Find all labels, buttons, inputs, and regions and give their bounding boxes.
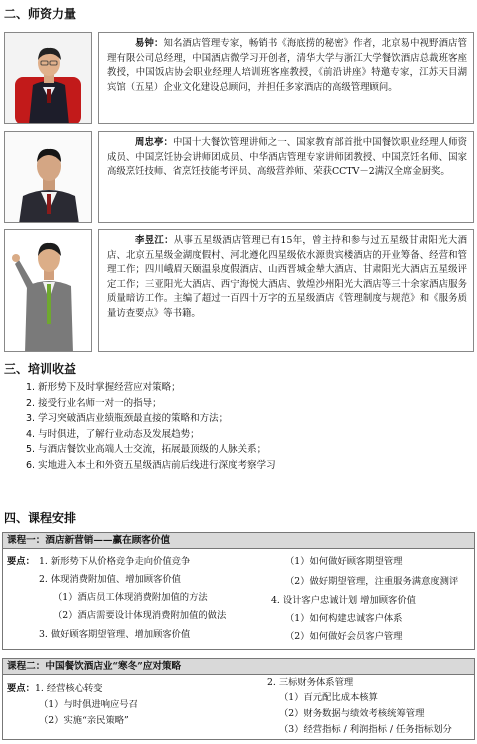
course1-right-line: （1）如何构建忠诚客户体系 xyxy=(285,613,403,624)
teacher-text-2: 中国十大餐饮管理讲师之一、国家教育部首批中国餐饮职业经理人师资成员、中国烹饪协会讲师团成员、中华酒店管理专家讲师团教授、中国烹饪名师、国家高级烹饪技师、省烹饪技能考评员、高级营养师、荣获CCTV－2满汉全席金厨奖。 xyxy=(107,137,467,178)
course1-right-line: （2）如何做好会员客户管理 xyxy=(285,631,403,642)
course2-right-line: （3）经营指标 / 利润指标 / 任务指标划分 xyxy=(279,724,452,735)
course1-right-line: 4. 设计客户忠诚计划 增加顾客价值 xyxy=(271,595,416,606)
teacher-name-3: 李昱江： xyxy=(135,235,174,246)
benefit-item: 2. 接受行业名师一对一的指导； xyxy=(26,397,162,409)
benefit-item: 3. 学习突破酒店业绩瓶颈最直接的策略和方法； xyxy=(26,413,229,425)
benefits-list xyxy=(26,381,466,475)
teacher-name-1: 易钟： xyxy=(135,38,164,49)
course1-left-line: 1. 新形势下从价格竞争走向价值竞争 xyxy=(39,556,191,567)
teacher-row-3 xyxy=(4,229,474,352)
course2-right-line: （1）百元配比成本核算 xyxy=(279,692,378,703)
course1-right-line: （1）如何做好顾客期望管理 xyxy=(285,556,403,567)
course1-left-line: 2. 体现消费附加值、增加顾客价值 xyxy=(39,574,181,585)
course-title-1: 课程一：酒店新营销——赢在顾客价值 xyxy=(3,533,474,549)
course2-right-line: （2）财务数据与绩效考核统筹管理 xyxy=(279,708,425,719)
course-title-2: 课程二：中国餐饮酒店业“寒冬”应对策略 xyxy=(3,659,474,675)
course-box-1 xyxy=(2,532,475,650)
teacher-name-2: 周忠亭： xyxy=(135,137,173,148)
course2-left-line: 1. 经营核心转变 xyxy=(35,683,103,694)
teacher-photo-1 xyxy=(4,32,92,124)
course-points-label-1: 要点： xyxy=(7,556,35,567)
teacher-text-1: 知名酒店管理专家，畅销书《海底捞的秘密》作者，北京易中视野酒店管理有限公司总经理，中国酒店微学习开创者，清华大学与浙江大学餐饮酒店总裁班客座教授，中国饭店协会职业经理人培训班客座教授，《前沿讲座》特邀专家，江苏天目湖宾馆（五星）企业文化建设总顾问，并担任多家酒店的高级管理顾问。 xyxy=(107,38,467,93)
benefit-item: 1. 新形势下及时掌握经营应对策略； xyxy=(26,382,181,393)
course-box-2 xyxy=(2,658,475,740)
benefit-item: 4. 与时俱进，了解行业动态及发展趋势； xyxy=(26,428,200,440)
teacher-bio-1 xyxy=(98,32,474,124)
section-title-schedule: 四、课程安排 xyxy=(4,511,77,525)
teacher-row-2 xyxy=(4,131,474,223)
course1-left-line: 3. 做好顾客期望管理、增加顾客价值 xyxy=(39,629,191,640)
course1-left-line: （1）酒店员工体现消费附加值的方法 xyxy=(53,592,208,603)
section-title-teachers: 二、师资力量 xyxy=(4,7,77,21)
course1-left-line: （2）酒店需要设计体现消费附加值的做法 xyxy=(53,610,227,621)
course2-left-line: （1）与时俱进响应号召 xyxy=(39,699,138,710)
benefit-item: 5. 与酒店餐饮业高端人士交流，拓展最顶级的人脉关系； xyxy=(26,444,267,456)
course2-left-line: （2）实施“亲民策略” xyxy=(39,715,129,726)
course2-right-line: 2. 三标财务体系管理 xyxy=(267,677,354,688)
benefit-item: 6. 实地进入本土和外资五星级酒店前后线进行深度考察学习 xyxy=(26,459,276,471)
course1-right-line: （2）做好期望管理，注重服务满意度测评 xyxy=(285,576,459,587)
teacher-text-3: 从事五星级酒店管理已有15年，曾主持和参与过五星级甘肃阳光大酒店、北京五星级金湖度假村、河北遵化四星级依水源贵宾楼酒店的开业筹备、经营和管理工作；四川峨眉天颐温泉度假酒店、山西晋城金辇大酒店、甘肃阳光大酒店五星级评定工作；三亚阳光大酒店、西宁海悦大酒店、敦煌沙州阳光大酒店等三十余家酒店服务质量暗访工作。主编了超过一百四十万字的五星级酒店《管理制度与规范》和《服务质量访查要点》等书籍。 xyxy=(107,235,467,319)
teacher-row-1 xyxy=(4,32,474,124)
teacher-bio-3 xyxy=(98,229,474,352)
teacher-bio-2 xyxy=(98,131,474,223)
section-title-benefits: 三、培训收益 xyxy=(4,362,77,376)
course-points-label-2: 要点： xyxy=(7,683,35,694)
teacher-photo-3 xyxy=(4,229,92,352)
teacher-photo-2 xyxy=(4,131,92,223)
